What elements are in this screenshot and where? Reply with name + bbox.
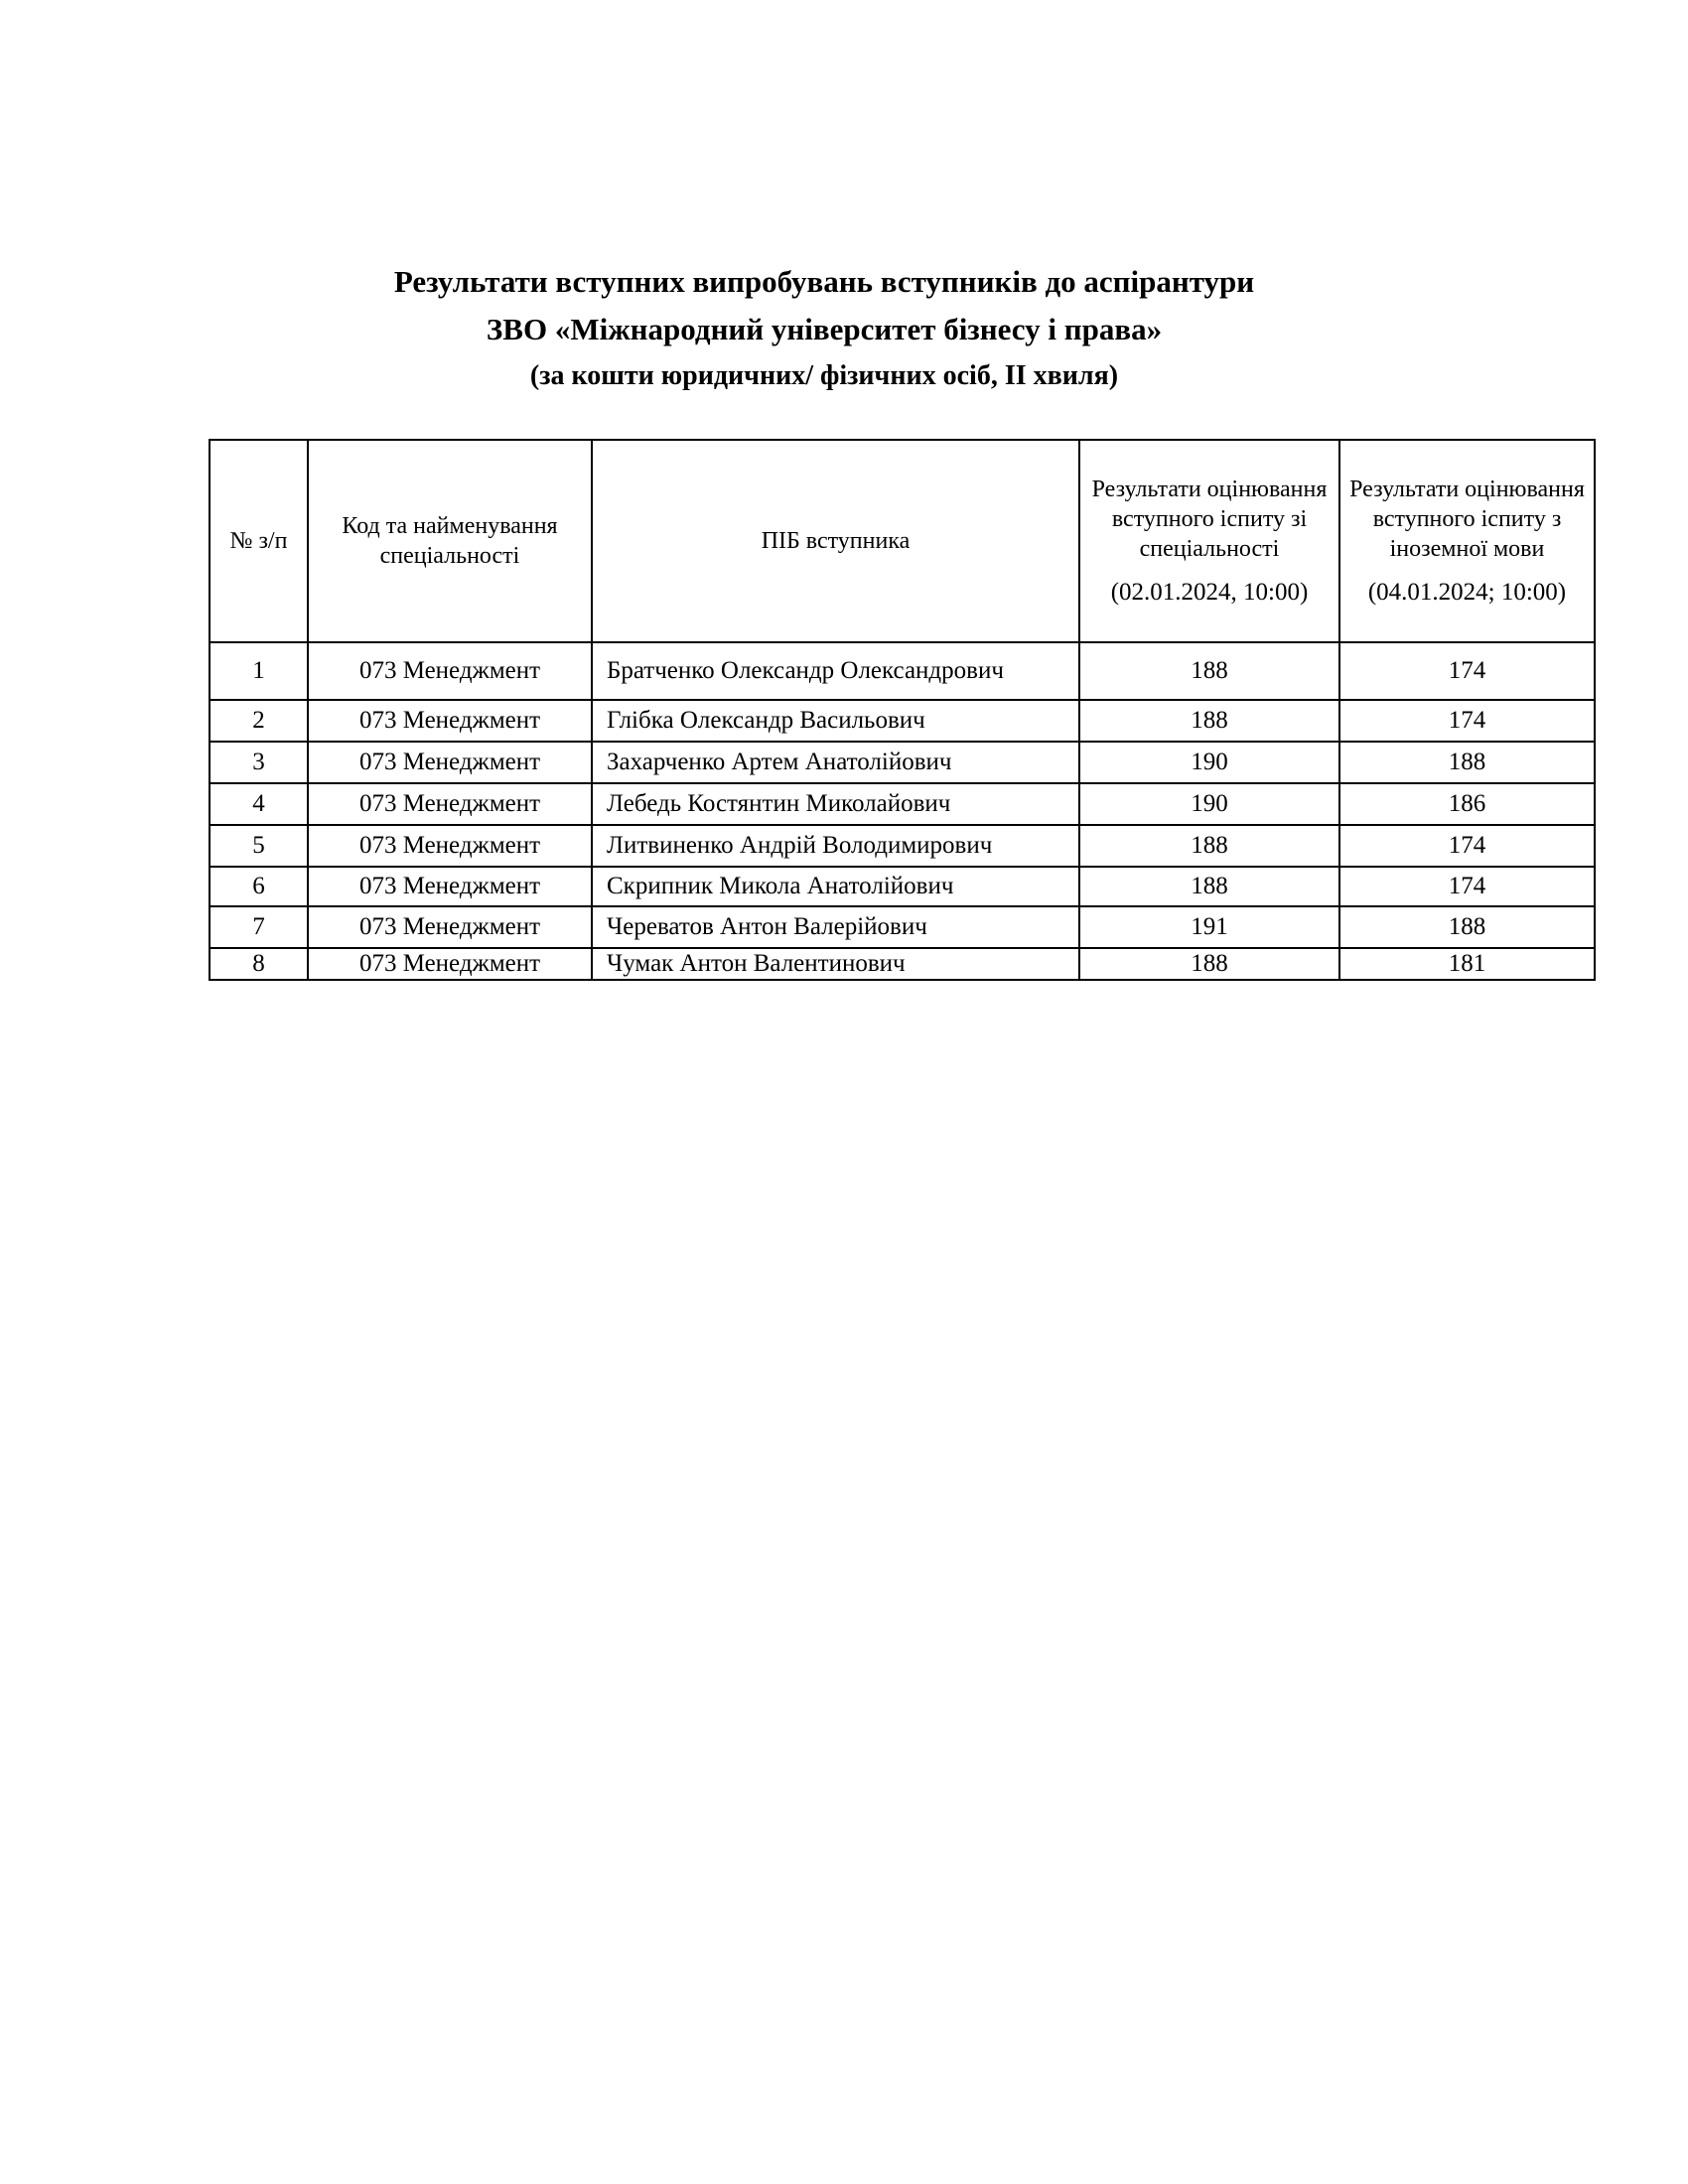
cell-language-score: 174 [1339,642,1595,700]
cell-specialty-score: 188 [1079,948,1339,980]
cell-specialty-score: 188 [1079,700,1339,742]
cell-applicant-name: Череватов Антон Валерійович [592,906,1079,948]
header-specialty-exam-label: Результати оцінювання вступного іспиту зі спеціальності [1091,477,1328,562]
results-table [209,439,1596,981]
header-language-exam-label: Результати оцінювання вступного іспиту з іноземної мови [1349,477,1585,562]
header-language-exam-date: (04.01.2024; 10:00) [1367,579,1567,606]
cell-applicant-name: Чумак Антон Валентинович [592,948,1079,980]
table-row [210,948,1595,980]
cell-specialty: 073 Менеджмент [308,742,592,783]
table-row [210,867,1595,906]
cell-applicant-name: Лебедь Костянтин Миколайович [592,783,1079,825]
table-row [210,783,1595,825]
cell-language-score: 181 [1339,948,1595,980]
document-title-line-2: ЗВО «Міжнародний університет бізнесу і права» [486,312,1163,346]
table-row [210,700,1595,742]
cell-specialty: 073 Менеджмент [308,700,592,742]
header-language-exam [1339,440,1595,642]
header-specialty-exam [1079,440,1339,642]
table-row [210,906,1595,948]
cell-number: 4 [210,783,308,825]
cell-number: 2 [210,700,308,742]
document-subtitle: (за кошти юридичних/ фізичних осіб, ІІ хвиля) [529,360,1119,391]
header-number: № з/п [210,440,308,642]
cell-language-score: 188 [1339,906,1595,948]
table-header-row [210,440,1595,642]
cell-language-score: 186 [1339,783,1595,825]
cell-language-score: 174 [1339,700,1595,742]
header-specialty-exam-date: (02.01.2024, 10:00) [1110,579,1309,606]
cell-language-score: 174 [1339,867,1595,906]
table-row [210,642,1595,700]
cell-specialty: 073 Менеджмент [308,783,592,825]
header-applicant-name: ПІБ вступника [592,440,1079,642]
cell-specialty: 073 Менеджмент [308,642,592,700]
cell-applicant-name: Литвиненко Андрій Володимирович [592,825,1079,867]
cell-applicant-name: Братченко Олександр Олександрович [592,642,1079,700]
cell-applicant-name: Глібка Олександр Васильович [592,700,1079,742]
cell-specialty-score: 191 [1079,906,1339,948]
cell-applicant-name: Скрипник Микола Анатолійович [592,867,1079,906]
cell-specialty-score: 188 [1079,867,1339,906]
cell-applicant-name: Захарченко Артем Анатолійович [592,742,1079,783]
cell-number: 7 [210,906,308,948]
cell-number: 6 [210,867,308,906]
document-title-line-1: Результати вступних випробувань вступників до аспірантури [393,264,1255,299]
cell-number: 8 [210,948,308,980]
cell-specialty-score: 188 [1079,642,1339,700]
cell-number: 5 [210,825,308,867]
cell-language-score: 188 [1339,742,1595,783]
cell-specialty: 073 Менеджмент [308,867,592,906]
cell-number: 3 [210,742,308,783]
cell-specialty-score: 188 [1079,825,1339,867]
cell-specialty: 073 Менеджмент [308,948,592,980]
table-row [210,742,1595,783]
cell-specialty-score: 190 [1079,742,1339,783]
table-row [210,825,1595,867]
cell-specialty-score: 190 [1079,783,1339,825]
cell-language-score: 174 [1339,825,1595,867]
header-specialty: Код та найменування спеціальності [308,440,592,642]
cell-number: 1 [210,642,308,700]
cell-specialty: 073 Менеджмент [308,825,592,867]
cell-specialty: 073 Менеджмент [308,906,592,948]
